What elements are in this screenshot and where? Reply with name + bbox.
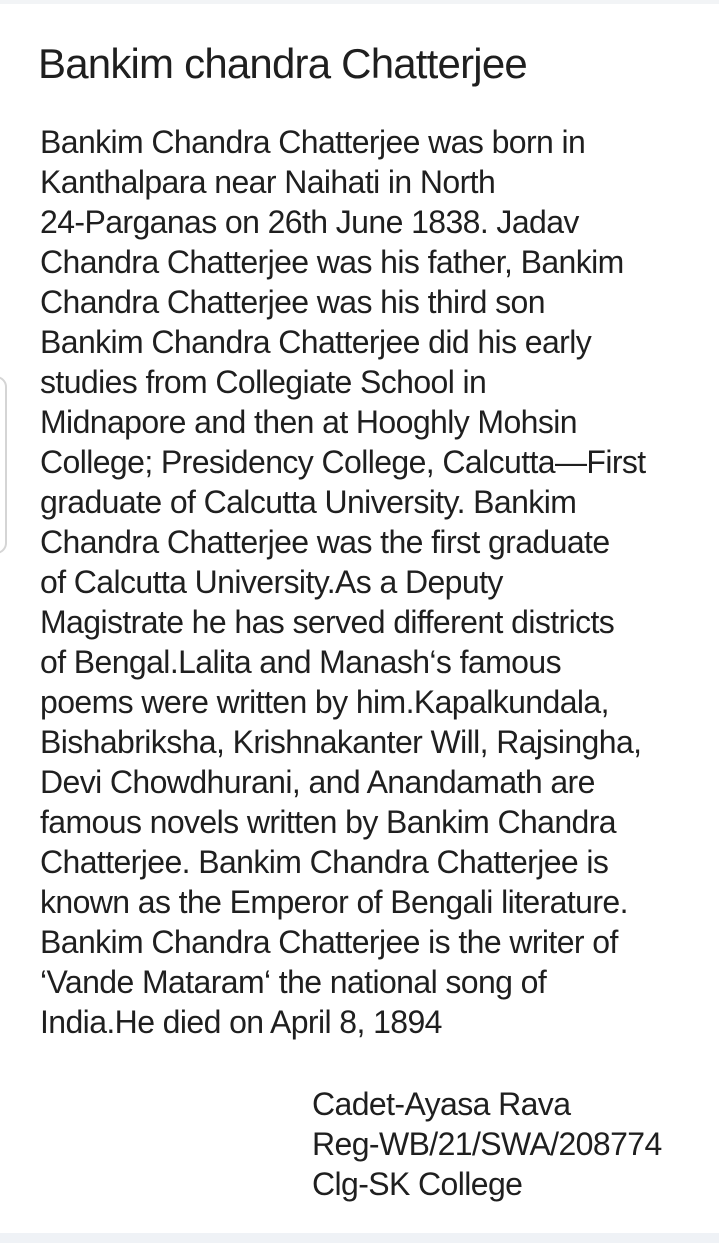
body-text-line: Kanthalpara near Naihati in North bbox=[40, 164, 496, 200]
body-text-line: famous novels written by Bankim Chandra bbox=[40, 804, 616, 840]
signature-line: Reg-WB/21/SWA/208774 bbox=[312, 1126, 662, 1162]
body-text-line: Chatterjee. Bankim Chandra Chatterjee is bbox=[40, 844, 609, 880]
bottom-bar bbox=[0, 1233, 719, 1243]
body-text-line: studies from Collegiate School in bbox=[40, 364, 487, 400]
scroll-handle[interactable] bbox=[0, 376, 7, 554]
signature-block bbox=[312, 1084, 662, 1204]
body-text-line: of Bengal.Lalita and Manash‘s famous bbox=[40, 644, 561, 680]
signature-line: Clg-SK College bbox=[312, 1166, 523, 1202]
document-body bbox=[40, 122, 690, 1042]
body-text-line: Bankim Chandra Chatterjee was born in bbox=[40, 124, 586, 160]
body-text-line: Midnapore and then at Hooghly Mohsin bbox=[40, 404, 577, 440]
body-text-line: Bankim Chandra Chatterjee did his early bbox=[40, 324, 592, 360]
body-text-line: India.He died on April 8, 1894 bbox=[40, 1004, 442, 1040]
body-text-line: known as the Emperor of Bengali literature. bbox=[40, 884, 628, 920]
body-text-line: Devi Chowdhurani, and Anandamath are bbox=[40, 764, 595, 800]
body-text-line: poems were written by him.Kapalkundala, bbox=[40, 684, 609, 720]
body-text-line: Chandra Chatterjee was the first graduate bbox=[40, 524, 610, 560]
body-text-line: graduate of Calcutta University. Bankim bbox=[40, 484, 577, 520]
document-title: Bankim chandra Chatterjee bbox=[38, 40, 527, 87]
body-text-line: College; Presidency College, Calcutta—First bbox=[40, 444, 646, 480]
body-text-line: Chandra Chatterjee was his third son bbox=[40, 284, 545, 320]
body-text-line: Bankim Chandra Chatterjee is the writer of bbox=[40, 924, 618, 960]
body-text-line: Bishabriksha, Krishnakanter Will, Rajsingha, bbox=[40, 724, 642, 760]
top-edge-divider bbox=[0, 0, 719, 4]
body-text-line: of Calcutta University.As a Deputy bbox=[40, 564, 503, 600]
body-text-line: ‘Vande Mataram‘ the national song of bbox=[40, 964, 547, 1000]
body-text-line: 24-Parganas on 26th June 1838. Jadav bbox=[40, 204, 579, 240]
signature-line: Cadet-Ayasa Rava bbox=[312, 1086, 571, 1122]
body-text-line: Magistrate he has served different districts bbox=[40, 604, 615, 640]
body-text-line: Chandra Chatterjee was his father, Bankim bbox=[40, 244, 624, 280]
